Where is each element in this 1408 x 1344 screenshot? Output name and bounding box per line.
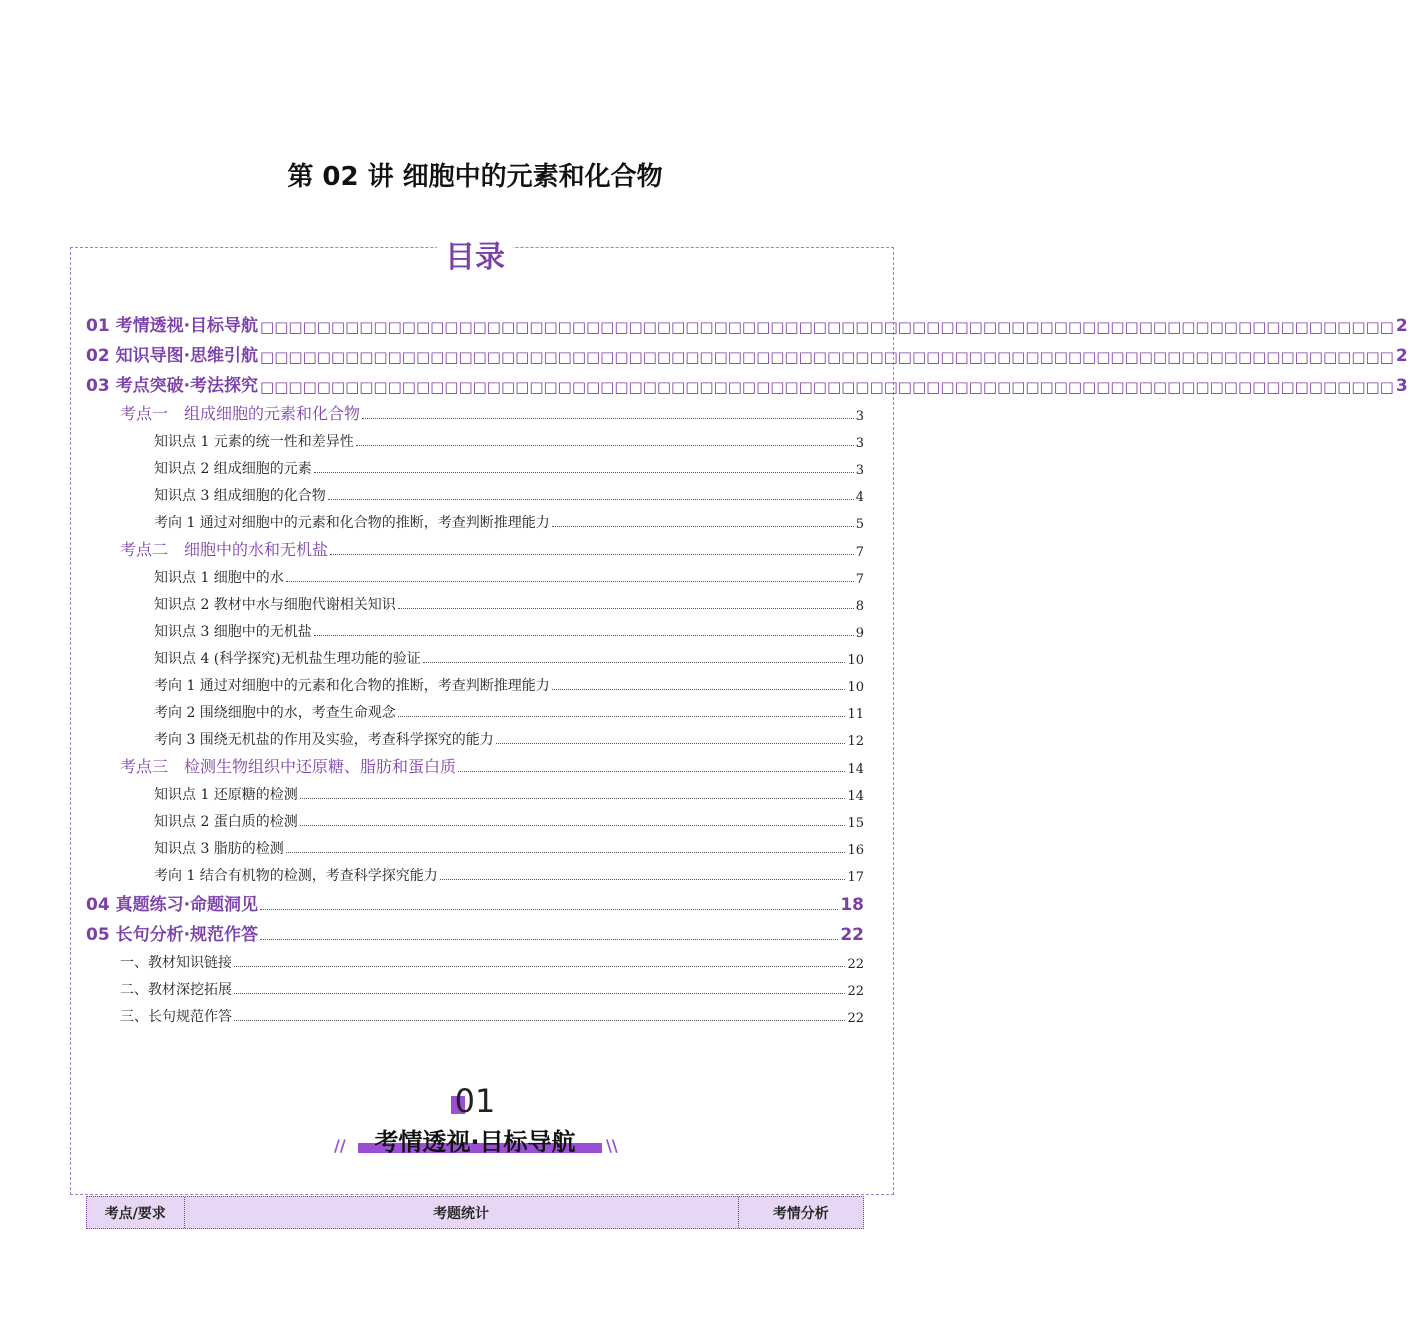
toc-page-number: 5 bbox=[855, 517, 864, 532]
toc-page-number: 22 bbox=[847, 984, 864, 999]
toc-entry[interactable] bbox=[86, 336, 1408, 366]
toc-leader bbox=[398, 716, 846, 717]
document-title: 第 02 讲 细胞中的元素和化合物 bbox=[287, 162, 663, 192]
toc-entry[interactable] bbox=[86, 915, 864, 945]
toc-entry[interactable] bbox=[86, 478, 864, 505]
toc-entry-label: 知识点 2 蛋白质的检测 bbox=[154, 814, 298, 830]
toc-page-number: 15 bbox=[847, 816, 864, 831]
toc-entry[interactable] bbox=[86, 560, 864, 587]
toc-entry-label: 01 考情透视·目标导航 bbox=[86, 316, 259, 336]
toc-entry-label: 考向 1 通过对细胞中的元素和化合物的推断，考查判断推理能力 bbox=[154, 678, 550, 694]
toc-leader bbox=[328, 499, 854, 500]
toc-leader bbox=[362, 418, 854, 419]
toc-page-number: 3 bbox=[1395, 376, 1408, 396]
toc-heading-text: 目录 bbox=[437, 240, 513, 275]
toc-entry[interactable] bbox=[86, 695, 864, 722]
toc-leader bbox=[260, 939, 838, 940]
toc-page-number: 8 bbox=[855, 599, 864, 614]
toc-page-number: 4 bbox=[855, 490, 864, 505]
toc-page-number: 12 bbox=[847, 734, 864, 749]
toc-entry[interactable] bbox=[86, 366, 1408, 396]
toc-entry-label: 02 知识导图·思维引航 bbox=[86, 346, 259, 366]
table-header-cell: 考情分析 bbox=[772, 1205, 829, 1222]
toc-page-number: 22 bbox=[847, 1011, 864, 1026]
toc-page-number: 14 bbox=[847, 762, 864, 777]
toc-entry[interactable] bbox=[86, 587, 864, 614]
toc-entry[interactable] bbox=[86, 749, 864, 777]
toc-leader bbox=[440, 879, 846, 880]
toc-entry[interactable] bbox=[86, 306, 1408, 336]
toc-entry[interactable] bbox=[86, 641, 864, 668]
toc-entry-label: 知识点 3 组成细胞的化合物 bbox=[154, 488, 326, 504]
toc-leader bbox=[300, 798, 846, 799]
toc-entry-label: 03 考点突破·考法探究 bbox=[86, 376, 259, 396]
toc-page-number: 9 bbox=[855, 626, 864, 641]
toc-leader bbox=[356, 445, 854, 446]
table-header-cell: 考点/要求 bbox=[87, 1197, 185, 1228]
toc-leader bbox=[552, 526, 854, 527]
toc-leader bbox=[423, 662, 846, 663]
toc-entry-label: 二、教材深挖拓展 bbox=[120, 982, 232, 998]
toc-entry[interactable] bbox=[86, 668, 864, 695]
toc-entry-label: 知识点 3 细胞中的无机盐 bbox=[154, 624, 312, 640]
toc-page-number: 22 bbox=[840, 925, 864, 945]
toc-page-number: 17 bbox=[847, 870, 864, 885]
toc-leader bbox=[330, 554, 854, 555]
toc-entry[interactable] bbox=[86, 858, 864, 885]
toc-leader bbox=[496, 743, 846, 744]
toc-leader bbox=[286, 852, 846, 853]
toc-leader bbox=[458, 771, 845, 772]
left-slash-icon: // bbox=[334, 1136, 346, 1155]
toc-entry[interactable] bbox=[86, 885, 864, 915]
toc-entry-label: 知识点 1 细胞中的水 bbox=[154, 570, 284, 586]
toc-page-number: 22 bbox=[847, 957, 864, 972]
toc-entry[interactable] bbox=[86, 614, 864, 641]
toc-page-number: 11 bbox=[847, 707, 864, 722]
toc-page-number: 16 bbox=[847, 843, 864, 858]
toc-entry-label: 知识点 2 组成细胞的元素 bbox=[154, 461, 312, 477]
toc-page-number: 7 bbox=[855, 545, 864, 560]
section-number: 01 bbox=[454, 1082, 496, 1120]
toc-leader bbox=[234, 993, 845, 994]
toc-entry-label: 考点二 细胞中的水和无机盐 bbox=[120, 540, 329, 559]
toc-page-number: 14 bbox=[847, 789, 864, 804]
toc-entry-label: 知识点 2 教材中水与细胞代谢相关知识 bbox=[154, 597, 396, 613]
toc-leader bbox=[260, 909, 838, 910]
toc-entry-label: 考向 1 结合有机物的检测，考查科学探究能力 bbox=[154, 868, 438, 884]
toc-leader bbox=[234, 1020, 845, 1021]
toc-entry-label: 知识点 1 还原糖的检测 bbox=[154, 787, 298, 803]
toc-entry[interactable] bbox=[86, 831, 864, 858]
toc-entry-label: 知识点 3 脂肪的检测 bbox=[154, 841, 284, 857]
toc-leader bbox=[398, 608, 854, 609]
toc-entry-label: 一、教材知识链接 bbox=[120, 955, 232, 971]
toc-page-number: 3 bbox=[855, 409, 864, 424]
toc-leader bbox=[552, 689, 846, 690]
toc-leader bbox=[286, 581, 854, 582]
toc-entry-label: 三、长句规范作答 bbox=[120, 1009, 232, 1025]
toc-entry[interactable] bbox=[86, 532, 864, 560]
toc-page-number: 7 bbox=[855, 572, 864, 587]
toc-entry[interactable] bbox=[86, 396, 864, 424]
toc-page-number: 2 bbox=[1395, 316, 1408, 336]
toc-page-number: 10 bbox=[847, 653, 864, 668]
toc-entry[interactable] bbox=[86, 804, 864, 831]
toc-leader bbox=[234, 966, 845, 967]
toc-page-number: 18 bbox=[840, 895, 864, 915]
toc-entry[interactable] bbox=[86, 722, 864, 749]
toc-leader: □□□□□□□□□□□□□□□□□□□□□□□□□□□□□□□□□□□□□□□□□□□□□□□□□□□□□□□□□□□□□□□□□□□□□□□□□□□□□□□□ bbox=[260, 378, 1394, 396]
toc-leader bbox=[314, 635, 854, 636]
toc-entry-label: 05 长句分析·规范作答 bbox=[86, 925, 259, 945]
table-header-cell: 考题统计 bbox=[185, 1197, 739, 1228]
toc-entry[interactable] bbox=[86, 777, 864, 804]
right-slash-icon: \\ bbox=[606, 1136, 618, 1155]
toc-heading bbox=[0, 232, 950, 276]
toc-entry[interactable] bbox=[86, 424, 864, 451]
toc-entry[interactable] bbox=[86, 999, 864, 1026]
toc-entry-label: 考点一 组成细胞的元素和化合物 bbox=[120, 404, 361, 423]
toc-leader bbox=[300, 825, 846, 826]
exam-analysis-table-header bbox=[86, 1196, 864, 1229]
toc-entry-label: 考向 2 围绕细胞中的水，考查生命观念 bbox=[154, 705, 396, 721]
toc-entry[interactable] bbox=[86, 972, 864, 999]
toc-leader: □□□□□□□□□□□□□□□□□□□□□□□□□□□□□□□□□□□□□□□□□□□□□□□□□□□□□□□□□□□□□□□□□□□□□□□□□□□□□□□□ bbox=[260, 348, 1394, 366]
toc-entry-label: 知识点 4 (科学探究)无机盐生理功能的验证 bbox=[154, 651, 421, 667]
toc-entry-label: 考向 1 通过对细胞中的元素和化合物的推断，考查判断推理能力 bbox=[154, 515, 550, 531]
toc-entry[interactable] bbox=[86, 505, 864, 532]
toc-entry-label: 考向 3 围绕无机盐的作用及实验，考查科学探究的能力 bbox=[154, 732, 494, 748]
toc-entry[interactable] bbox=[86, 945, 864, 972]
toc-page-number: 3 bbox=[855, 463, 864, 478]
toc-entry-label: 知识点 1 元素的统一性和差异性 bbox=[154, 434, 354, 450]
toc-page-number: 10 bbox=[847, 680, 864, 695]
toc-entry-label: 考点三 检测生物组织中还原糖、脂肪和蛋白质 bbox=[120, 757, 457, 776]
toc-leader bbox=[314, 472, 854, 473]
toc-leader: □□□□□□□□□□□□□□□□□□□□□□□□□□□□□□□□□□□□□□□□□□□□□□□□□□□□□□□□□□□□□□□□□□□□□□□□□□□□□□□□ bbox=[260, 318, 1394, 336]
section-title: 考情透视·目标导航 bbox=[374, 1128, 576, 1156]
toc-page-number: 2 bbox=[1395, 346, 1408, 366]
table-of-contents bbox=[86, 306, 1408, 1026]
toc-entry-label: 04 真题练习·命题洞见 bbox=[86, 895, 259, 915]
toc-entry[interactable] bbox=[86, 451, 864, 478]
toc-page-number: 3 bbox=[855, 436, 864, 451]
